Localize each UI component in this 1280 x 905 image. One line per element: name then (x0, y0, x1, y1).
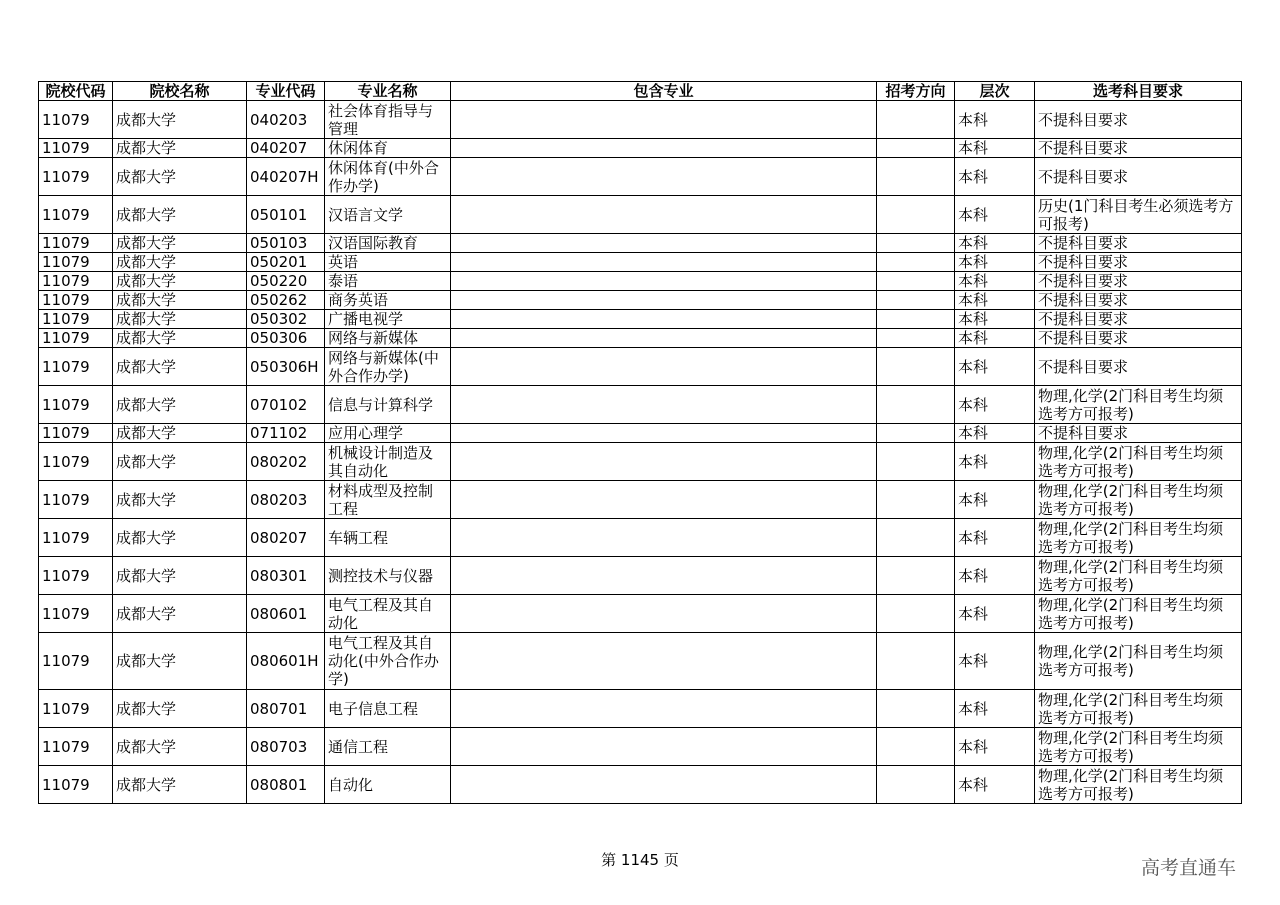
cell-school-name: 成都大学 (113, 766, 247, 804)
cell-subject-requirement: 不提科目要求 (1035, 158, 1242, 196)
cell-level: 本科 (955, 196, 1035, 234)
cell-school-name: 成都大学 (113, 481, 247, 519)
cell-level: 本科 (955, 272, 1035, 291)
cell-major-name: 材料成型及控制工程 (325, 481, 451, 519)
cell-major-name: 汉语国际教育 (325, 234, 451, 253)
cell-included-majors (451, 348, 877, 386)
cell-school-code: 11079 (39, 139, 113, 158)
cell-subject-requirement: 不提科目要求 (1035, 272, 1242, 291)
cell-major-code: 040207H (247, 158, 325, 196)
cell-major-name: 信息与计算科学 (325, 386, 451, 424)
table-row (39, 234, 1242, 253)
cell-major-code: 080701 (247, 690, 325, 728)
cell-major-name: 自动化 (325, 766, 451, 804)
cell-major-code: 080703 (247, 728, 325, 766)
cell-subject-requirement: 物理,化学(2门科目考生均须选考方可报考) (1035, 519, 1242, 557)
cell-school-name: 成都大学 (113, 272, 247, 291)
cell-school-name: 成都大学 (113, 139, 247, 158)
cell-major-code: 050220 (247, 272, 325, 291)
cell-major-code: 071102 (247, 424, 325, 443)
cell-level: 本科 (955, 253, 1035, 272)
table-body (39, 101, 1242, 804)
cell-subject-requirement: 物理,化学(2门科目考生均须选考方可报考) (1035, 481, 1242, 519)
cell-major-code: 050201 (247, 253, 325, 272)
cell-school-code: 11079 (39, 158, 113, 196)
cell-major-code: 080203 (247, 481, 325, 519)
cell-school-name: 成都大学 (113, 728, 247, 766)
cell-subject-requirement: 物理,化学(2门科目考生均须选考方可报考) (1035, 690, 1242, 728)
cell-subject-requirement: 不提科目要求 (1035, 101, 1242, 139)
table-row (39, 481, 1242, 519)
cell-direction (877, 348, 955, 386)
cell-major-name: 商务英语 (325, 291, 451, 310)
page-number: 第 1145 页 (601, 851, 679, 869)
cell-school-name: 成都大学 (113, 310, 247, 329)
cell-included-majors (451, 329, 877, 348)
cell-school-name: 成都大学 (113, 519, 247, 557)
cell-included-majors (451, 158, 877, 196)
cell-major-name: 广播电视学 (325, 310, 451, 329)
column-header-level: 层次 (955, 82, 1035, 101)
cell-major-code: 070102 (247, 386, 325, 424)
table-row (39, 690, 1242, 728)
cell-school-name: 成都大学 (113, 690, 247, 728)
cell-school-code: 11079 (39, 728, 113, 766)
column-header-major-code: 专业代码 (247, 82, 325, 101)
cell-included-majors (451, 595, 877, 633)
cell-school-code: 11079 (39, 519, 113, 557)
column-header-school-name: 院校名称 (113, 82, 247, 101)
cell-subject-requirement: 物理,化学(2门科目考生均须选考方可报考) (1035, 386, 1242, 424)
cell-major-code: 040203 (247, 101, 325, 139)
cell-school-code: 11079 (39, 443, 113, 481)
cell-included-majors (451, 310, 877, 329)
cell-major-name: 应用心理学 (325, 424, 451, 443)
table-row (39, 101, 1242, 139)
table-row (39, 595, 1242, 633)
cell-included-majors (451, 424, 877, 443)
table-row (39, 348, 1242, 386)
cell-school-code: 11079 (39, 234, 113, 253)
cell-subject-requirement: 物理,化学(2门科目考生均须选考方可报考) (1035, 557, 1242, 595)
cell-subject-requirement: 不提科目要求 (1035, 291, 1242, 310)
cell-school-code: 11079 (39, 310, 113, 329)
cell-school-code: 11079 (39, 481, 113, 519)
cell-subject-requirement: 不提科目要求 (1035, 139, 1242, 158)
table-row (39, 728, 1242, 766)
cell-included-majors (451, 481, 877, 519)
cell-level: 本科 (955, 291, 1035, 310)
cell-included-majors (451, 386, 877, 424)
cell-school-code: 11079 (39, 633, 113, 690)
cell-level: 本科 (955, 557, 1035, 595)
cell-school-code: 11079 (39, 348, 113, 386)
table-row (39, 253, 1242, 272)
table-header-row (39, 82, 1242, 101)
cell-school-code: 11079 (39, 766, 113, 804)
cell-school-name: 成都大学 (113, 253, 247, 272)
cell-included-majors (451, 234, 877, 253)
cell-included-majors (451, 139, 877, 158)
cell-direction (877, 424, 955, 443)
cell-direction (877, 633, 955, 690)
cell-direction (877, 158, 955, 196)
cell-major-name: 英语 (325, 253, 451, 272)
table-row (39, 310, 1242, 329)
cell-major-name: 通信工程 (325, 728, 451, 766)
cell-major-name: 汉语言文学 (325, 196, 451, 234)
cell-school-code: 11079 (39, 424, 113, 443)
cell-major-name: 电气工程及其自动化 (325, 595, 451, 633)
cell-direction (877, 766, 955, 804)
cell-direction (877, 329, 955, 348)
cell-school-name: 成都大学 (113, 234, 247, 253)
cell-level: 本科 (955, 595, 1035, 633)
cell-level: 本科 (955, 443, 1035, 481)
table-row (39, 158, 1242, 196)
cell-direction (877, 443, 955, 481)
cell-school-code: 11079 (39, 101, 113, 139)
cell-major-code: 050101 (247, 196, 325, 234)
cell-major-name: 测控技术与仪器 (325, 557, 451, 595)
cell-major-code: 050103 (247, 234, 325, 253)
cell-included-majors (451, 291, 877, 310)
cell-direction (877, 272, 955, 291)
cell-school-code: 11079 (39, 291, 113, 310)
cell-direction (877, 139, 955, 158)
cell-included-majors (451, 519, 877, 557)
cell-major-code: 080601H (247, 633, 325, 690)
cell-school-name: 成都大学 (113, 196, 247, 234)
cell-school-name: 成都大学 (113, 386, 247, 424)
cell-level: 本科 (955, 158, 1035, 196)
watermark: 高考直通车 (1141, 857, 1237, 879)
column-header-subject-requirement: 选考科目要求 (1035, 82, 1242, 101)
cell-school-name: 成都大学 (113, 595, 247, 633)
cell-subject-requirement: 物理,化学(2门科目考生均须选考方可报考) (1035, 595, 1242, 633)
cell-subject-requirement: 不提科目要求 (1035, 234, 1242, 253)
cell-included-majors (451, 728, 877, 766)
cell-included-majors (451, 272, 877, 291)
cell-major-code: 080207 (247, 519, 325, 557)
cell-subject-requirement: 物理,化学(2门科目考生均须选考方可报考) (1035, 766, 1242, 804)
cell-school-name: 成都大学 (113, 633, 247, 690)
cell-direction (877, 519, 955, 557)
cell-level: 本科 (955, 690, 1035, 728)
table-row (39, 272, 1242, 291)
column-header-included-majors: 包含专业 (451, 82, 877, 101)
cell-direction (877, 595, 955, 633)
cell-direction (877, 386, 955, 424)
cell-school-code: 11079 (39, 253, 113, 272)
cell-school-code: 11079 (39, 386, 113, 424)
cell-school-code: 11079 (39, 329, 113, 348)
cell-direction (877, 253, 955, 272)
table-row (39, 329, 1242, 348)
cell-level: 本科 (955, 101, 1035, 139)
table-row (39, 386, 1242, 424)
cell-level: 本科 (955, 633, 1035, 690)
cell-level: 本科 (955, 728, 1035, 766)
cell-school-name: 成都大学 (113, 557, 247, 595)
cell-major-code: 040207 (247, 139, 325, 158)
cell-major-code: 080301 (247, 557, 325, 595)
cell-school-code: 11079 (39, 690, 113, 728)
table-row (39, 633, 1242, 690)
cell-level: 本科 (955, 329, 1035, 348)
cell-direction (877, 196, 955, 234)
table-row (39, 196, 1242, 234)
cell-school-name: 成都大学 (113, 158, 247, 196)
cell-major-name: 社会体育指导与管理 (325, 101, 451, 139)
cell-major-name: 网络与新媒体(中外合作办学) (325, 348, 451, 386)
cell-included-majors (451, 196, 877, 234)
cell-subject-requirement: 不提科目要求 (1035, 424, 1242, 443)
cell-major-code: 080601 (247, 595, 325, 633)
cell-included-majors (451, 766, 877, 804)
cell-major-name: 休闲体育(中外合作办学) (325, 158, 451, 196)
cell-subject-requirement: 不提科目要求 (1035, 329, 1242, 348)
cell-school-code: 11079 (39, 196, 113, 234)
cell-level: 本科 (955, 481, 1035, 519)
cell-school-code: 11079 (39, 557, 113, 595)
cell-major-code: 050262 (247, 291, 325, 310)
cell-level: 本科 (955, 519, 1035, 557)
cell-included-majors (451, 557, 877, 595)
table-row (39, 443, 1242, 481)
cell-subject-requirement: 不提科目要求 (1035, 310, 1242, 329)
cell-level: 本科 (955, 766, 1035, 804)
cell-school-name: 成都大学 (113, 424, 247, 443)
cell-major-name: 泰语 (325, 272, 451, 291)
cell-direction (877, 101, 955, 139)
cell-included-majors (451, 443, 877, 481)
table-row (39, 766, 1242, 804)
cell-direction (877, 557, 955, 595)
cell-major-code: 080801 (247, 766, 325, 804)
cell-school-code: 11079 (39, 595, 113, 633)
cell-level: 本科 (955, 424, 1035, 443)
cell-school-name: 成都大学 (113, 348, 247, 386)
cell-major-code: 050306H (247, 348, 325, 386)
cell-direction (877, 690, 955, 728)
cell-subject-requirement: 物理,化学(2门科目考生均须选考方可报考) (1035, 443, 1242, 481)
cell-school-name: 成都大学 (113, 329, 247, 348)
table-row (39, 557, 1242, 595)
cell-level: 本科 (955, 234, 1035, 253)
cell-direction (877, 481, 955, 519)
admissions-table (38, 81, 1242, 804)
cell-direction (877, 728, 955, 766)
cell-subject-requirement: 物理,化学(2门科目考生均须选考方可报考) (1035, 728, 1242, 766)
cell-school-name: 成都大学 (113, 101, 247, 139)
cell-major-name: 电气工程及其自动化(中外合作办学) (325, 633, 451, 690)
cell-included-majors (451, 690, 877, 728)
cell-school-code: 11079 (39, 272, 113, 291)
cell-level: 本科 (955, 386, 1035, 424)
cell-major-name: 休闲体育 (325, 139, 451, 158)
table-row (39, 424, 1242, 443)
cell-major-code: 050306 (247, 329, 325, 348)
cell-subject-requirement: 历史(1门科目考生必须选考方可报考) (1035, 196, 1242, 234)
cell-included-majors (451, 633, 877, 690)
cell-major-code: 050302 (247, 310, 325, 329)
table-row (39, 139, 1242, 158)
cell-level: 本科 (955, 348, 1035, 386)
cell-included-majors (451, 253, 877, 272)
cell-subject-requirement: 不提科目要求 (1035, 348, 1242, 386)
cell-major-name: 机械设计制造及其自动化 (325, 443, 451, 481)
column-header-direction: 招考方向 (877, 82, 955, 101)
cell-major-name: 车辆工程 (325, 519, 451, 557)
cell-subject-requirement: 不提科目要求 (1035, 253, 1242, 272)
column-header-school-code: 院校代码 (39, 82, 113, 101)
cell-level: 本科 (955, 310, 1035, 329)
table-row (39, 291, 1242, 310)
cell-major-name: 网络与新媒体 (325, 329, 451, 348)
cell-subject-requirement: 物理,化学(2门科目考生均须选考方可报考) (1035, 633, 1242, 690)
cell-direction (877, 310, 955, 329)
cell-school-name: 成都大学 (113, 291, 247, 310)
column-header-major-name: 专业名称 (325, 82, 451, 101)
cell-level: 本科 (955, 139, 1035, 158)
cell-school-name: 成都大学 (113, 443, 247, 481)
cell-major-name: 电子信息工程 (325, 690, 451, 728)
cell-major-code: 080202 (247, 443, 325, 481)
table-row (39, 519, 1242, 557)
cell-direction (877, 291, 955, 310)
cell-included-majors (451, 101, 877, 139)
cell-direction (877, 234, 955, 253)
